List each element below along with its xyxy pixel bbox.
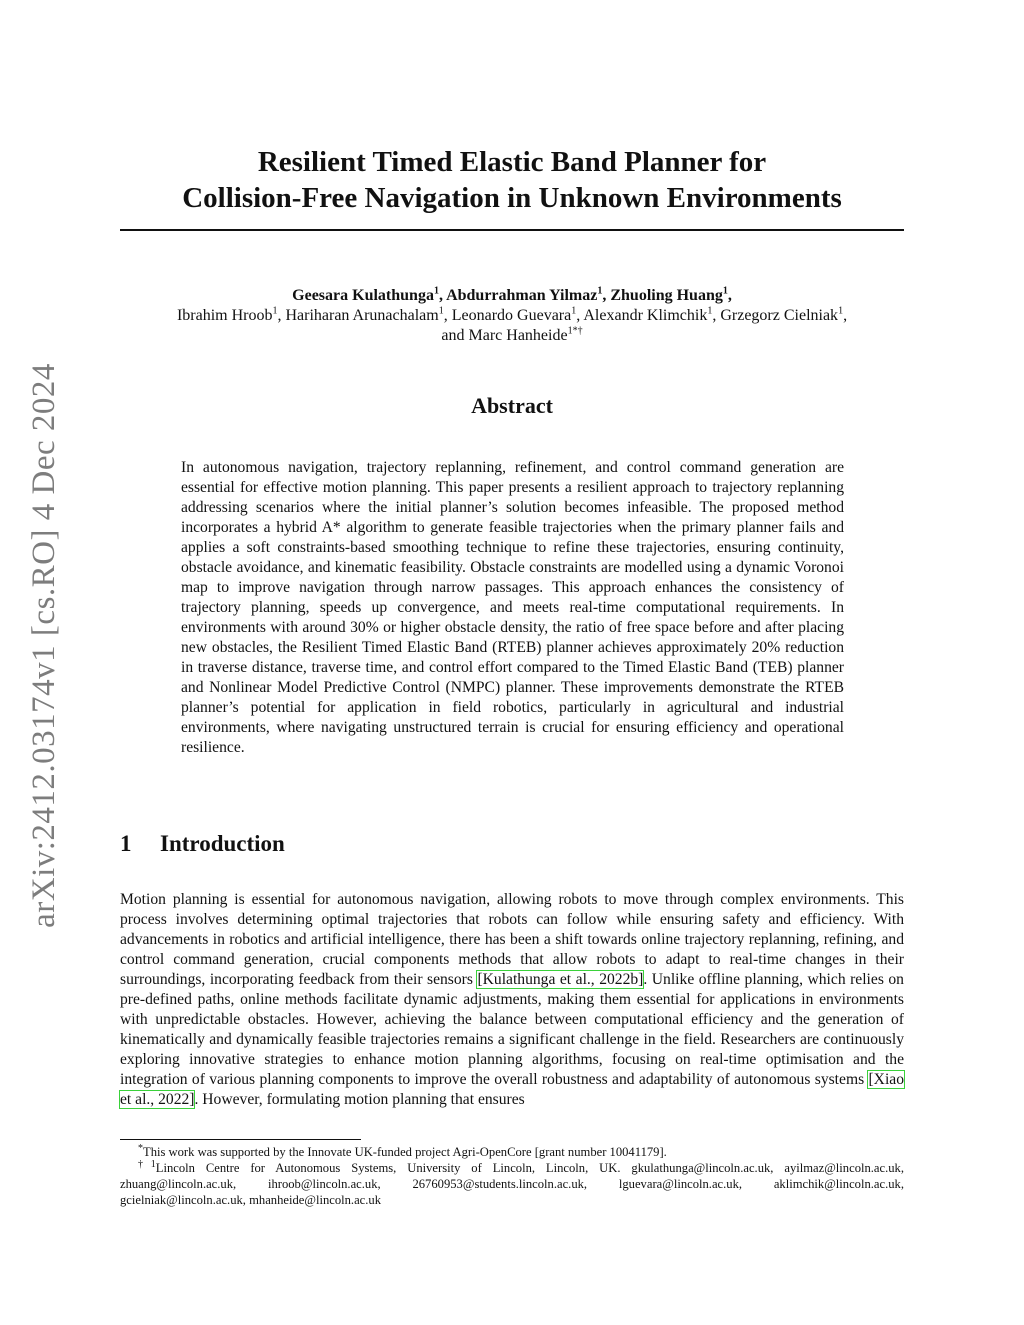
abstract-text: In autonomous navigation, trajectory replanning, refinement, and control command generation are essential for effective motion planning. This paper presents a resilient approach to trajectory replanning addressing scenarios where the initial planner’s solution becomes infeasible. The proposed method incorporates a hybrid A* algorithm to generate feasible trajectories when the primary planner fails and applies a soft constraints-based smoothing technique to refine these trajectories, ensuring continuity, obstacle avoidance, and kinematic feasibility. Obstacle constraints are modelled using a dynamic Voronoi map to improve navigation through narrow passages. This approach enhances the consistency of trajectory planning, speeds up convergence, and meets real-time computational requirements. In environments with around 30% or higher obstacle density, the ratio of free space before and after placing new obstacles, the Resilient Timed Elastic Band (RTEB) planner achieves approximately 20% reduction in traverse distance, traverse time, and control effort compared to the Timed Elastic Band (TEB) planner and Nonlinear Model Predictive Control (NMPC) planner. These improvements demonstrate the RTEB planner’s potential for application in field robotics, particularly in agricultural and industrial environments, where navigating unstructured terrain is crucial for ensuring efficiency and operational resilience.: [181, 459, 844, 756]
footnote-funding: [120, 1144, 904, 1160]
footnote-affiliation: [120, 1160, 904, 1208]
author-line-1: [120, 286, 904, 306]
paragraph-text: . However, formulating motion planning that ensures: [194, 1091, 525, 1108]
author-name: Leonardo Guevara: [451, 307, 572, 324]
author-list: [120, 286, 904, 346]
footnote-mark: †1: [138, 1158, 156, 1170]
section-heading-introduction: [120, 831, 285, 857]
title-rule: [120, 229, 904, 231]
author-line-3: [120, 326, 904, 346]
affiliation-mark: 1: [438, 305, 444, 317]
paragraph-text: . Unlike offline planning, which relies on pre-defined paths, online methods facilitate dynamic adjustments, making them essential for applications in environments with unpredictable obstacles. However, achieving the balance between computational efficiency and the generation of kinematically and dynamically feasible trajectories remains a significant challenge in the field. Researchers are continuously exploring innovative strategies to enhance motion planning algorithms, focusing on real-time optimisation and the integration of various planning components to improve the overall robustness and adaptability of autonomous systems: [120, 971, 904, 1088]
abstract-heading: Abstract: [471, 393, 553, 418]
author-name: Zhuoling Huang: [610, 287, 723, 304]
paper-title: [120, 144, 904, 216]
footnotes: [120, 1144, 904, 1208]
footnote-rule: [120, 1139, 361, 1140]
author-separator: ,: [277, 307, 286, 324]
citation-link[interactable]: [Kulathunga et al., 2022b]: [477, 971, 644, 988]
author-separator: ,: [576, 307, 584, 324]
author-name: Hariharan Arunachalam: [285, 307, 439, 324]
introduction-paragraph: [120, 890, 904, 1110]
title-line-1: Resilient Timed Elastic Band Planner for: [257, 146, 767, 178]
footnote-text: Lincoln Centre for Autonomous Systems, University of Lincoln, Lincoln, UK. gkulathunga@lincoln.ac.uk, ayilmaz@lincoln.ac.uk, zhuang@lincoln.ac.uk, ihroob@lincoln.ac.uk, 26760953@students.lincoln.ac.uk, lguevara@lincoln.ac.uk, aklimchik@lincoln.ac.uk, gcielniak@lincoln.ac.uk, mhanheide@lincoln.ac.uk: [120, 1161, 905, 1207]
arxiv-identifier: arXiv:2412.03174v1 [cs.RO] 4 Dec 2024: [25, 362, 62, 928]
arxiv-stamp: [24, 360, 64, 930]
author-line-2: [120, 306, 904, 326]
author-name: Abdurrahman Yilmaz: [446, 287, 598, 304]
author-name: Ibrahim Hroob: [176, 307, 273, 324]
author-separator: ,: [843, 307, 848, 324]
affiliation-mark: 1: [597, 285, 603, 297]
footnote-mark: *: [138, 1142, 143, 1154]
affiliation-mark: 1: [707, 305, 713, 317]
affiliation-mark: 1: [838, 305, 844, 317]
affiliation-mark: 1*†: [567, 325, 583, 337]
author-name: Geesara Kulathunga: [292, 287, 434, 304]
affiliation-mark: 1: [433, 285, 439, 297]
author-separator: ,: [602, 287, 611, 304]
footnote-text: This work was supported by the Innovate UK-funded project Agri-OpenCore [grant number 10041179].: [143, 1145, 667, 1159]
section-title: Introduction: [160, 831, 285, 856]
author-name: and Marc Hanheide: [441, 327, 568, 344]
affiliation-mark: 1: [571, 305, 577, 317]
author-separator: ,: [443, 307, 452, 324]
title-line-2: Collision-Free Navigation in Unknown Environments: [182, 182, 842, 214]
section-number: 1: [120, 831, 132, 856]
author-name: Alexandr Klimchik: [583, 307, 708, 324]
paragraph-text: Motion planning is essential for autonomous navigation, allowing robots to move through complex environments. This process involves determining optimal trajectories that robots can follow while ensuring safety and efficiency. With advancements in robotics and artificial intelligence, there has been a shift towards online trajectory replanning, refining, and control command generation, crucial components methods that allow robots to adapt to real-time changes in their surroundings, incorporating feedback from their sensors: [120, 891, 904, 988]
citation-link[interactable]: [Xiao et al., 2022]: [120, 1071, 904, 1108]
affiliation-mark: 1: [272, 305, 278, 317]
author-name: Grzegorz Cielniak: [720, 307, 839, 324]
author-separator: ,: [727, 287, 732, 304]
author-separator: ,: [712, 307, 721, 324]
author-separator: ,: [438, 287, 447, 304]
affiliation-mark: 1: [722, 285, 728, 297]
